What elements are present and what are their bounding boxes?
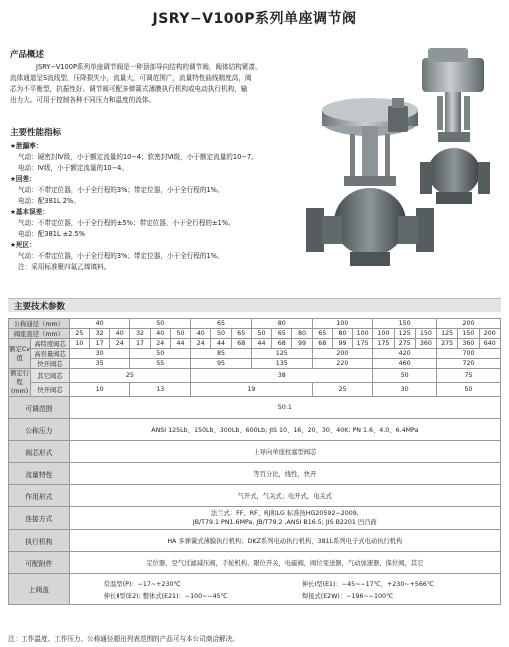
overview-line: JSRY−V100P系列单座调节阀是一种顶部导向结构的调节阀，阀体结构紧凑， <box>36 63 262 71</box>
nominal-diameter-value: 40 <box>69 319 130 329</box>
seat-diameter-value: 100 <box>373 329 394 339</box>
seat-diameter-value: 25 <box>69 329 89 339</box>
spec-row-value: HA 多弹簧式薄膜执行机构；DKZ系列电动执行机构，381L系列电子式电动执行机构 <box>69 530 500 552</box>
spec-row-value <box>69 574 500 605</box>
cv-value: 68 <box>312 339 332 349</box>
cv-value: 17 <box>89 339 109 349</box>
cv-value: 99 <box>332 339 352 349</box>
table-row <box>9 319 501 329</box>
seat-diameter-value: 125 <box>394 329 415 339</box>
feature-detail: 气动：不带定位器，小于全行程的3%；带定位器，小于全行程的1%。 <box>18 186 224 194</box>
spec-row-label: 流量特性 <box>9 463 70 485</box>
cv-group-label: 额定Cv值 <box>9 339 31 369</box>
seat-diameter-value: 125 <box>437 329 458 339</box>
seat-diameter-value: 40 <box>110 329 130 339</box>
cv-value: 68 <box>272 339 292 349</box>
overview-heading: 产品概述 <box>10 50 45 60</box>
spec-row-value: 等百分比，线性，快开 <box>69 463 500 485</box>
spec-row-label: 阀芯形式 <box>9 441 70 463</box>
bonnet-type: 常温型(P)：−17~+230℃ <box>103 580 181 588</box>
feature-detail: 气动：不带定位器，小于全行程的3%；带定位器，小于全行程的1%。 <box>18 252 224 260</box>
cv-value: 275 <box>394 339 415 349</box>
cv-value: 24 <box>110 339 130 349</box>
seat-diameter-value: 32 <box>130 329 150 339</box>
bonnet-type: 伸长Ⅱ型(E2): 整体式(E21)：−100~−45℃ <box>103 592 228 600</box>
cv-value: 17 <box>130 339 150 349</box>
seat-diameter-value: 150 <box>415 329 436 339</box>
cv-value: 44 <box>251 339 271 349</box>
cv-value: 200 <box>312 349 373 359</box>
spec-row-value: 定位器，空气过滤减压阀，手轮机构，限位开关，电磁阀，阀位变送器，气动加速器，保位阀，其它 <box>69 552 500 574</box>
nominal-diameter-value: 65 <box>191 319 252 329</box>
bonnet-type: 焊接式(E2W)：−196~−100℃ <box>301 592 394 600</box>
cv-value: 44 <box>211 339 231 349</box>
spec-row-value <box>69 507 500 530</box>
seat-diameter-value: 80 <box>292 329 312 339</box>
cv-value: 275 <box>437 339 458 349</box>
cv-value: 35 <box>69 359 130 369</box>
spec-section-bar <box>8 298 501 312</box>
cv-value: 360 <box>458 339 479 349</box>
cv-row-label: 高特度阀芯 <box>31 339 69 349</box>
seat-diameter-value: 32 <box>89 329 109 339</box>
travel-row-label: 其它阀芯 <box>31 369 69 383</box>
table-row <box>9 397 501 419</box>
features-list <box>10 141 310 273</box>
cv-value: 24 <box>150 339 170 349</box>
page-title: JSRY−V100P系列单座调节阀 <box>152 11 357 27</box>
overview-paragraph <box>10 62 300 106</box>
seat-diameter-value: 65 <box>312 329 332 339</box>
spec-row-label: 作用形式 <box>9 485 70 507</box>
cv-value: 175 <box>353 339 373 349</box>
pneumatic-valve-image <box>306 98 434 266</box>
cv-value: 720 <box>437 359 501 369</box>
travel-value: 50 <box>373 369 437 383</box>
seat-diameter-value: 50 <box>211 329 231 339</box>
table-row <box>9 485 501 507</box>
cv-row-label: 高容量阀芯 <box>31 349 69 359</box>
seat-diameter-value: 40 <box>150 329 170 339</box>
connection-line-1: 法兰式：FF、RF、RJ和LG 标准按HG20592−2009, <box>210 510 359 517</box>
seat-diameter-value: 150 <box>458 329 479 339</box>
spec-row-value: ANSI 125Lb、150Lb、300Lb、600Lb; JIS 10、16、20、30、40K; PN 1.6、4.0、6.4MPa <box>69 419 500 441</box>
overview-line: 芯为不平衡型，抗振性好。调节阀可配多弹簧式薄膜执行机构或电动执行机构，输 <box>10 85 248 93</box>
table-row <box>9 463 501 485</box>
travel-value: 25 <box>312 383 373 397</box>
table-row <box>9 329 501 339</box>
feature-detail: 电动：Ⅳ级，小于额定流量的10−4。 <box>18 164 128 172</box>
valve-product-photo <box>300 44 505 279</box>
travel-value: 10 <box>69 383 130 397</box>
seat-diameter-value: 50 <box>251 329 271 339</box>
seat-diameter-value: 65 <box>231 329 251 339</box>
electric-valve-image <box>420 48 490 204</box>
spec-row-value: 上导向单座柱塞型阀芯 <box>69 441 500 463</box>
cv-value: 55 <box>130 359 191 369</box>
seat-diameter-value: 40 <box>191 329 211 339</box>
footer-note: 注：工作温度、工作压力、公称通径超出列表范围的产品可与本公司商洽解决。 <box>8 635 239 643</box>
cv-value: 85 <box>191 349 252 359</box>
feature-detail: 电动：配381L 2%。 <box>18 197 80 205</box>
spec-row-value: 50:1 <box>69 397 500 419</box>
overview-line: 流体通道呈S流线型，压降损失小，流量大，可调范围广，流量特性曲线精度高，阀 <box>10 74 252 82</box>
spec-heading: 主要技术参数 <box>14 302 66 312</box>
nominal-diameter-value: 100 <box>312 319 373 329</box>
travel-value: 19 <box>191 383 312 397</box>
travel-value: 13 <box>130 383 191 397</box>
nominal-diameter-label: 公称通径（mm） <box>9 319 70 329</box>
cv-value: 220 <box>312 359 373 369</box>
nominal-diameter-value: 150 <box>373 319 437 329</box>
table-row <box>9 383 501 397</box>
feature-detail: 气动：不带定位器，小于全行程的±5%；带定位器，小于全行程的±1%。 <box>18 219 235 227</box>
feature-title: ★死区： <box>10 241 36 249</box>
table-row <box>9 441 501 463</box>
feature-detail: 注：采用标准聚四氟乙烯填料。 <box>18 263 111 271</box>
spec-row-label: 执行机构 <box>9 530 70 552</box>
travel-value: 50 <box>437 383 501 397</box>
seat-diameter-value: 100 <box>353 329 373 339</box>
spec-table <box>8 318 501 605</box>
cv-value: 95 <box>191 359 252 369</box>
cv-value: 125 <box>251 349 312 359</box>
cv-value: 640 <box>479 339 500 349</box>
spec-row-label: 上阀盖 <box>9 574 70 605</box>
bonnet-type: 伸长I型(E1)：−45~−17℃，+230~+566℃ <box>301 580 434 588</box>
table-row <box>9 349 501 359</box>
table-row <box>9 359 501 369</box>
seat-diameter-value: 50 <box>170 329 190 339</box>
seat-diameter-value: 65 <box>272 329 292 339</box>
spec-row-label: 连接方式 <box>9 507 70 530</box>
travel-value: 75 <box>437 369 501 383</box>
spec-row-label: 公称压力 <box>9 419 70 441</box>
features-heading: 主要性能指标 <box>10 128 62 138</box>
connection-line-2: JB/T79.1 PN1.6MPa, JB/T79.2 ,ANSI B16.5; JIS B2201 凹凸面 <box>192 519 377 526</box>
cv-value: 44 <box>170 339 190 349</box>
feature-detail: 气动：硬密封Ⅳ级，小于额定流量的10−4；软密封Ⅵ级，小于额定流量的10−7。 <box>18 153 258 161</box>
travel-value: 25 <box>69 369 190 383</box>
cv-value: 135 <box>251 359 312 369</box>
seat-diameter-value: 200 <box>479 329 500 339</box>
cv-value: 175 <box>373 339 394 349</box>
cv-value: 50 <box>130 349 191 359</box>
feature-title: ★泄漏率： <box>10 142 43 150</box>
cv-value: 10 <box>69 339 89 349</box>
spec-row-label: 可调范围 <box>9 397 70 419</box>
travel-row-label: 快开阀芯 <box>31 383 69 397</box>
nominal-diameter-value: 80 <box>251 319 312 329</box>
table-row <box>9 574 501 605</box>
seat-diameter-value: 80 <box>332 329 352 339</box>
cv-value: 420 <box>373 349 437 359</box>
table-row <box>9 507 501 530</box>
table-row <box>9 339 501 349</box>
travel-value: 38 <box>191 369 373 383</box>
spec-row-value: 气开式，气关式；电开式，电关式 <box>69 485 500 507</box>
cv-value: 360 <box>415 339 436 349</box>
table-row <box>9 419 501 441</box>
travel-group-label: 额定行程(mm) <box>10 370 30 395</box>
cv-value: 700 <box>437 349 501 359</box>
table-row <box>9 369 501 383</box>
overview-line: 出力大。可用于控制各种不同压力和温度的流体。 <box>10 96 156 104</box>
table-row <box>9 552 501 574</box>
cv-value: 99 <box>292 339 312 349</box>
cv-row-label: 快开阀芯 <box>31 359 69 369</box>
cv-value: 24 <box>191 339 211 349</box>
feature-title: ★基本误差： <box>10 208 49 216</box>
travel-value: 30 <box>373 383 437 397</box>
cv-value: 30 <box>69 349 130 359</box>
feature-detail: 电动：配381L ±2.5% <box>18 230 86 238</box>
seat-diameter-label: 阀座直径（mm） <box>9 329 70 339</box>
nominal-diameter-value: 50 <box>130 319 191 329</box>
nominal-diameter-value: 200 <box>437 319 501 329</box>
feature-title: ★回差： <box>10 175 36 183</box>
cv-value: 68 <box>231 339 251 349</box>
spec-row-label: 可配附件 <box>9 552 70 574</box>
table-row <box>9 530 501 552</box>
cv-value: 460 <box>373 359 437 369</box>
